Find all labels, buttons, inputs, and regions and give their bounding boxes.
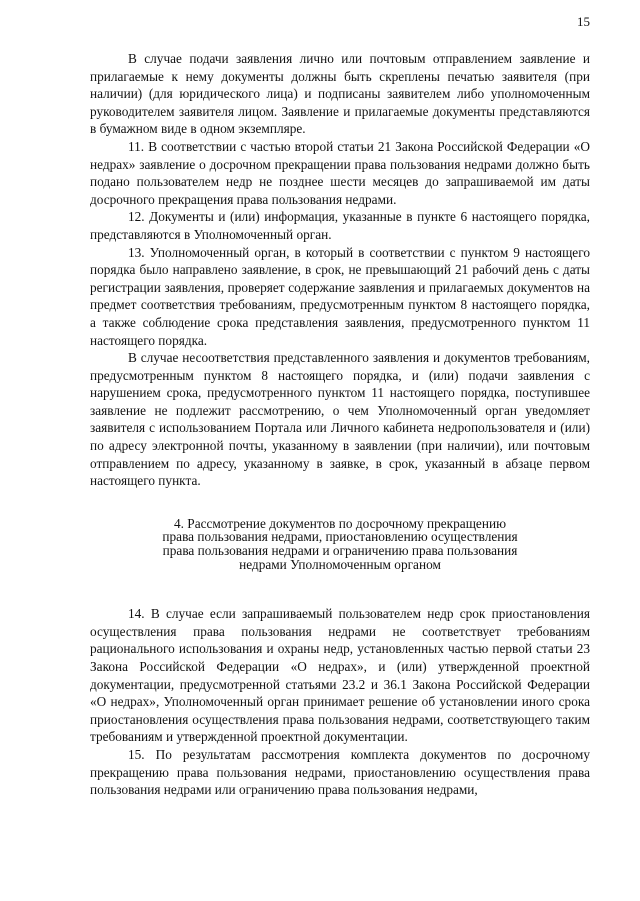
section-heading-line: права пользования недрами и ограничению права пользования <box>162 543 518 559</box>
paragraph-12: 12. Документы и (или) информация, указанные в пункте 6 настоящего порядка, представляются в Уполномоченный орган. <box>90 209 590 242</box>
paragraph-14: 14. В случае если запрашиваемый пользователем недр срок приостановления осуществления права пользования недрами не соответствует требованиям рационального использования и охраны недр, установленных частью первой статьи 23 Закона Российской Федерации «О недрах», и (или) утвержденной проектной документации, предусмотренной статьями 23.2 и 36.1 Закона Российской Федерации «О недрах», Уполномоченный орган принимает решение об установлении иного срока приостановления осуществления права пользования недрами, соответствующего таким требованиям и утвержденной проектной документации. <box>90 606 590 745</box>
section-heading-line: недрами Уполномоченным органом <box>239 556 441 572</box>
paragraph-13: 13. Уполномоченный орган, в который в соответствии с пунктом 9 настоящего порядка было направлено заявление, в срок, не превышающий 21 рабочий день с даты регистрации заявления, проверяет содержание заявления и прилагаемых документов на предмет соответствия требованиям, предусмотренным пунктом 8 настоящего порядка, а также соблюдение срока представления заявления, предусмотренного пунктом 11 настоящего порядка. <box>90 244 590 348</box>
paragraph-signing-requirements: В случае подачи заявления лично или почтовым отправлением заявление и прилагаемые к нему документы должны быть скреплены печатью заявителя (при наличии) (для юридического лица) и подписаны заявителем либо уполномоченным руководителем заявителя лицом. Заявление и прилагаемые документы представляются в бумажном виде в одном экземпляре. <box>90 51 590 137</box>
section-heading-line: права пользования недрами, приостановлению осуществления <box>162 529 518 545</box>
document-body <box>90 50 590 799</box>
paragraph-13-nonconformity: В случае несоответствия представленного заявления и документов требованиям, предусмотренным пунктом 8 настоящего порядка, и (или) подачи заявления с нарушением срока, предусмотренного пунктом 11 настоящего порядка, поступившее заявление не подлежит рассмотрению, о чем Уполномоченный орган уведомляет заявителя с использованием Портала или Личного кабинета недропользователя и (или) по адресу электронной почты, указанному в заявлении (при наличии), или почтовым отправлением по адресу, указанному в заявке, в срок, указанный в абзаце первом настоящего пункта. <box>90 350 590 489</box>
paragraph-11: 11. В соответствии с частью второй статьи 21 Закона Российской Федерации «О недрах» заявление о досрочном прекращении права пользования недрами должно быть подано пользователем недр не позднее шести месяцев до запрашиваемой им даты досрочного прекращения права пользования недрами. <box>90 138 590 207</box>
section-4-heading <box>90 517 590 571</box>
section-heading-line: 4. Рассмотрение документов по досрочному прекращению <box>174 515 506 531</box>
page-number: 15 <box>577 14 590 29</box>
paragraph-15: 15. По результатам рассмотрения комплекта документов по досрочному прекращению права пользования недрами, приостановлению осуществления права пользования недрами или ограничению права пользования недрами, <box>90 746 590 798</box>
